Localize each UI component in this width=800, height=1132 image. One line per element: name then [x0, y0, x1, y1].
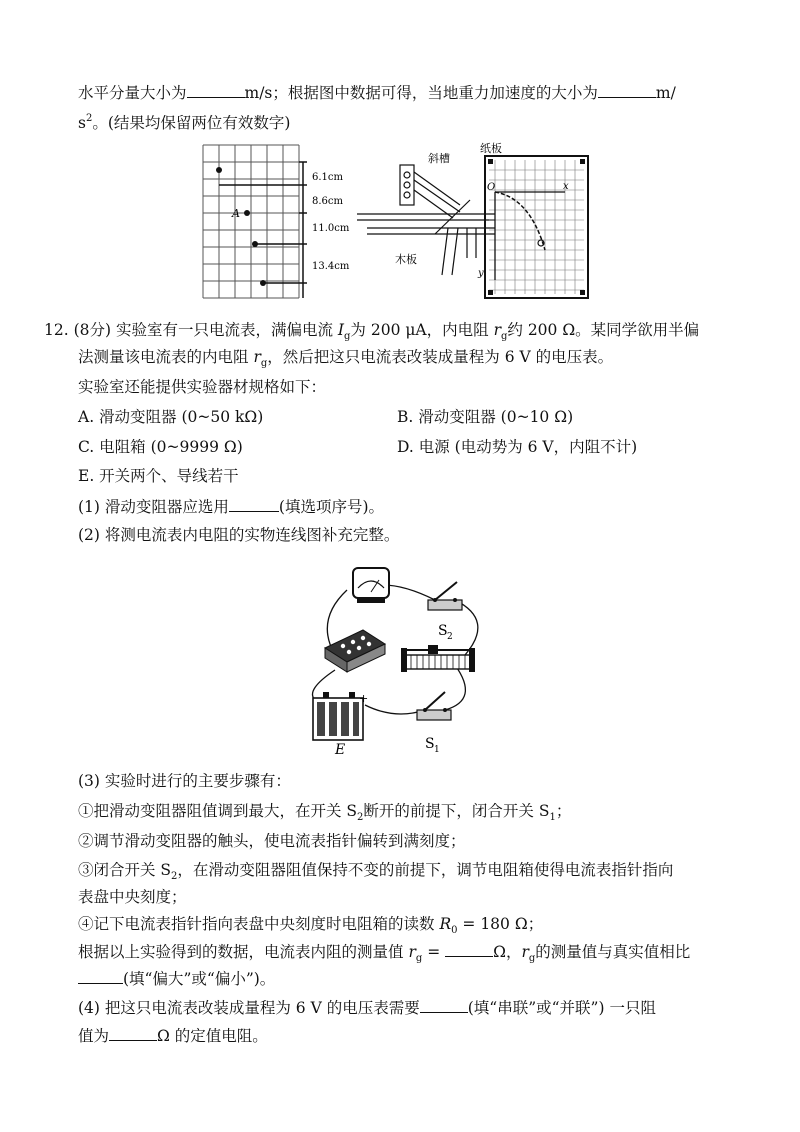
part-text: (填选项序号)。	[278, 498, 384, 516]
unit-text: s	[78, 114, 86, 132]
step-text: ，在滑动变阻器阻值保持不变的前提下，调节电阻箱使得电流表指针指向	[177, 861, 674, 879]
resistance-box	[325, 630, 385, 672]
battery	[313, 692, 363, 740]
subscript: g	[260, 358, 268, 369]
subscript: 1	[434, 745, 440, 755]
part-text: (1) 滑动变阻器应选用	[78, 498, 229, 516]
step-text: ③闭合开关 S	[78, 861, 172, 879]
rheostat	[401, 645, 475, 672]
answer-blank[interactable]	[229, 495, 279, 512]
x-axis-label: x	[563, 181, 569, 192]
part-2: (2) 将测电流表内电阻的实物连线图补充完整。	[78, 526, 400, 544]
subscript: 2	[447, 632, 453, 642]
subscript: 2	[171, 871, 178, 882]
distance-label: 6.1cm	[312, 172, 343, 183]
paper-board	[485, 156, 588, 298]
subscript: g	[500, 331, 508, 342]
battery-label: E	[335, 742, 346, 758]
option-b: B. 滑动变阻器 (0~10 Ω)	[397, 408, 574, 426]
var-r: r	[253, 348, 261, 366]
superscript: 2	[85, 113, 93, 124]
part-4-cont	[78, 1024, 268, 1047]
q12-line-1	[44, 319, 699, 348]
subscript: g	[344, 331, 351, 342]
measure-text: (填“偏大”或“偏小”)。	[123, 970, 276, 988]
switch-s1	[417, 692, 451, 720]
q12-text: 12. (8分) 实验室有一只电流表，满偏电流	[44, 321, 338, 339]
step-text: 断开的前提下，闭合开关 S	[363, 802, 550, 820]
var-R: R	[439, 915, 452, 933]
var-r: r	[493, 321, 501, 339]
switch-s2	[428, 582, 462, 610]
part-4	[78, 996, 656, 1019]
origin-label: O	[487, 182, 496, 193]
step-3	[78, 859, 673, 888]
var-r: r	[408, 943, 416, 961]
q12-text: 为 200 μA，内电阻	[350, 321, 494, 339]
answer-blank[interactable]	[187, 81, 245, 98]
step-3-cont: 表盘中央刻度；	[78, 888, 187, 906]
q12-text: 法测量该电流表的内电阻	[78, 348, 254, 366]
part-text: (4) 把这只电流表改装成量程为 6 V 的电压表需要	[78, 999, 420, 1017]
measure-text: =	[422, 943, 446, 961]
part-text: (填“串联”或“并联”) 一只阻	[467, 999, 656, 1017]
part-3: (3) 实验时进行的主要步骤有：	[78, 772, 291, 790]
step-text: ；	[555, 802, 572, 820]
distance-label: 11.0cm	[312, 223, 350, 234]
option-c: C. 电阻箱 (0~9999 Ω)	[78, 438, 243, 456]
y-axis-label: y	[478, 268, 484, 279]
measure-text: Ω，	[493, 943, 522, 961]
step-text: ①把滑动变阻器阻值调到最大，在开关 S	[78, 802, 358, 820]
measure-text: 的测量值与真实值相比	[535, 943, 691, 961]
step-4	[78, 913, 543, 942]
figure-circuit	[295, 560, 505, 764]
part-text: 值为	[78, 1027, 110, 1045]
intro-line-1	[78, 81, 676, 104]
distance-label: 13.4cm	[312, 261, 350, 272]
part-text: Ω 的定值电阻。	[157, 1027, 268, 1045]
step-text: = 180 Ω；	[457, 915, 544, 933]
option-e: E. 开关两个、导线若干	[78, 467, 239, 485]
option-d: D. 电源 (电动势为 6 V，内阻不计)	[397, 438, 638, 456]
q12-line-2	[78, 346, 613, 375]
subscript: 1	[549, 812, 556, 823]
distance-label: 8.6cm	[312, 196, 343, 207]
intro-note: 。(结果均保留两位有效数字)	[92, 114, 291, 132]
incline-label: 斜槽	[428, 152, 450, 165]
answer-blank[interactable]	[109, 1024, 157, 1041]
intro-text: m/	[655, 84, 676, 102]
measure-text: 根据以上实验得到的数据，电流表内阻的测量值	[78, 943, 409, 961]
step-2: ②调节滑动变阻器的触头，使电流表指针偏转到满刻度；	[78, 832, 466, 850]
figure-projectile-svg	[195, 140, 615, 305]
plus-sign: +	[359, 692, 369, 705]
q12-text: ，然后把这只电流表改装成量程为 6 V 的电压表。	[267, 348, 614, 366]
paper-label: 纸板	[480, 142, 502, 155]
measure-line-1	[78, 940, 690, 970]
part-1	[78, 495, 384, 518]
switch-s2-label: S	[438, 623, 448, 639]
board-label: 木板	[395, 253, 417, 266]
q12-text: 约 200 Ω。某同学欲用半偏	[507, 321, 700, 339]
intro-text: 水平分量大小为	[78, 84, 187, 102]
subscript: g	[415, 953, 423, 964]
measure-line-2	[78, 967, 275, 990]
answer-blank[interactable]	[420, 996, 468, 1013]
var-I: I	[337, 321, 345, 339]
step-text: ④记下电流表指针指向表盘中央刻度时电阻箱的读数	[78, 915, 440, 933]
ammeter	[353, 568, 389, 603]
figure-circuit-svg	[295, 560, 505, 760]
step-1	[78, 800, 571, 829]
answer-blank[interactable]	[78, 967, 123, 984]
incline-apparatus	[357, 165, 495, 275]
q12-equipment-intro: 实验室还能提供实验器材规格如下：	[78, 378, 327, 396]
subscript: g	[528, 953, 536, 964]
figure-projectile	[195, 140, 615, 309]
var-r: r	[521, 943, 529, 961]
option-a: A. 滑动变阻器 (0~50 kΩ)	[78, 408, 264, 426]
answer-blank[interactable]	[445, 940, 493, 957]
point-label: A	[232, 207, 240, 220]
intro-text: m/s；根据图中数据可得，当地重力加速度的大小为	[244, 84, 598, 102]
intro-line-2	[78, 108, 290, 134]
subscript: 2	[357, 812, 364, 823]
answer-blank[interactable]	[598, 81, 656, 98]
subscript: 0	[451, 925, 458, 936]
switch-s1-label: S	[425, 736, 435, 752]
